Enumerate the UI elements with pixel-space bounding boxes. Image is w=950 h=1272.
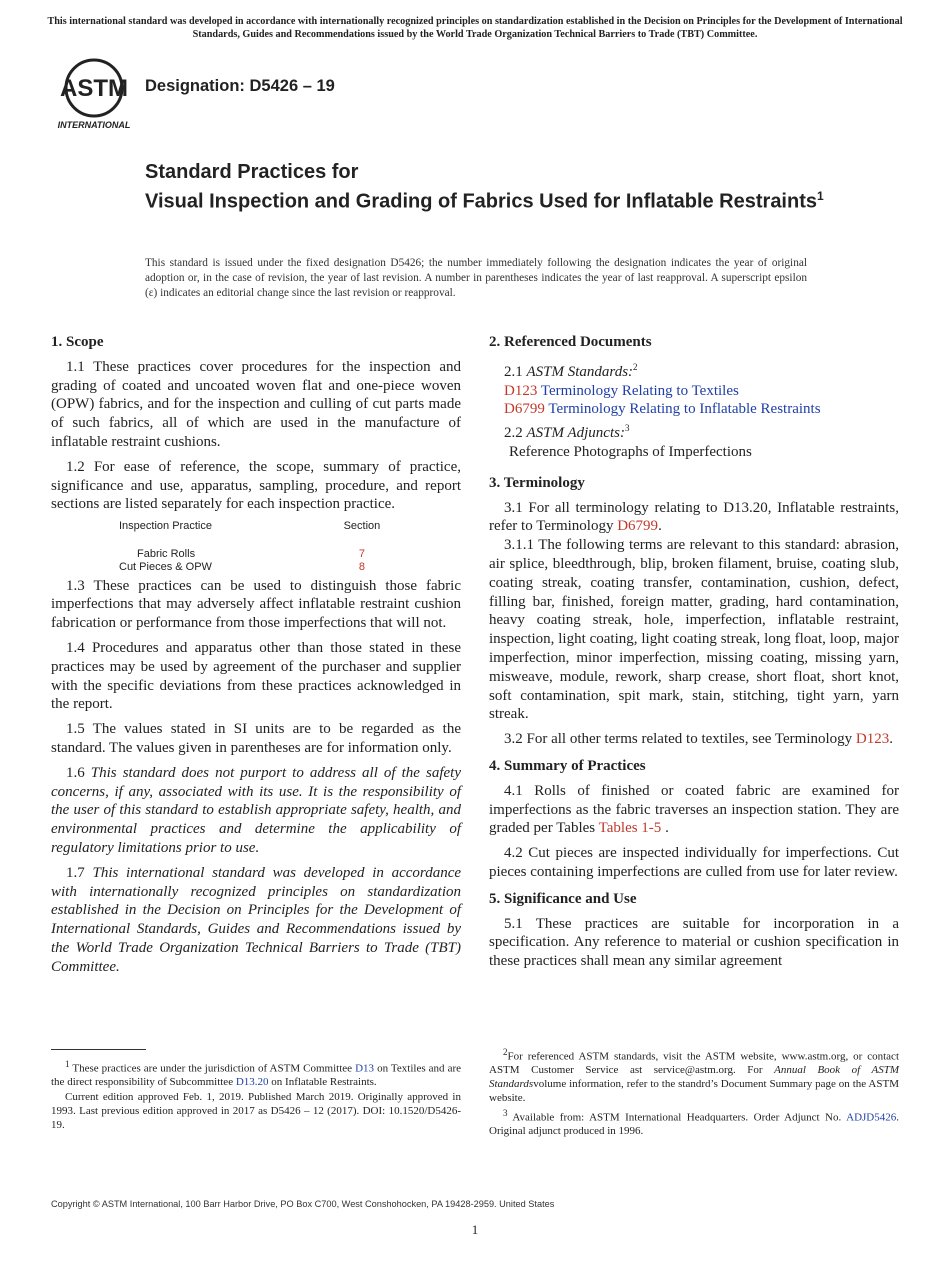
paragraph-5-1: 5.1 These practices are suitable for incorporation in a specification. Any reference to material or cushion specification in these practices shall mean any similar agreement [489,915,899,970]
page-number: 1 [471,1222,479,1237]
terminology-link[interactable]: D6799 [617,518,659,535]
paragraph-1-4: 1.4 Procedures and apparatus other than those stated in these practices may be used by agreement of the purchaser and supplier with the specific deviations from these practices acknowledged in the report. [51,640,461,713]
table-row [119,561,422,575]
astm-logo-icon [54,56,134,132]
right-column [489,333,899,977]
table-cell: Fabric Rolls [137,547,196,560]
summary-heading: 4. Summary of Practices [489,757,646,774]
intro-paragraph: This standard is issued under the fixed designation D5426; the number immediately following the designation indicates the year of original adoption or, in the case of revision, the year of last revision. A number in parentheses indicates the year of last reapproval. A superscript epsilon (ε) indicates an editorial change since the last revision or reapproval. [145,257,807,299]
paragraph-3-1-1: 3.1.1 The following terms are relevant to this standard: abrasion, air splice, bleedthrough, blip, broken filament, bruise, coating slub, coating streak, coating transfer, contamination, cushion, defect, filling bar, finished, foreign matter, grading, hard contamination, heavy coating streak, hole, imperfection, inflatable restraint, inspection, light coating, light coating streak, long float, loop, major imperfection, minor imperfection, missing coating, missing yarn, misweave, module, rework, sharp crease, short float, short knot, soft contamination, spit mark, stain, stitching, tight yarn, yarn streak. [489,537,899,723]
paragraph-1-3: 1.3 These practices can be used to distinguish those fabric imperfections that may adversely affect inflatable restraint cushion fabrication or performance from those imperfections that will not. [51,577,461,632]
footnote-3: $^3$ Available from: ASTM International Headquarters. Order Adjunct No. ADJD5426. Original adjunct produced in 1996. [489,1107,899,1138]
paragraph-1-1: 1.1 These practices cover procedures for the inspection and grading of coated and uncoated woven flat and one-piece woven (OPW) fabrics, and for the inspection and culling of cut parts made of such fabrics, all of which are used in the manufacture of inflatable restraint cushions. [51,358,461,450]
paragraph-2-2: 2.2 ASTM Adjuncts:$^3$ [504,423,630,442]
table-cell: Cut Pieces & OPW [119,561,212,574]
adjunct-link[interactable]: ADJD5426 [846,1111,897,1124]
reference-d123[interactable]: D123 Terminology Relating to Textiles [504,382,739,399]
paragraph-1-7: 1.7 This international standard was developed in accordance with internationally recognized principles on standardization established in the Decision on Principles for the Development of International Standards, Guides and Recommendations issued by the World Trade Organization Technical Barriers to Trade (TBT) Committee. [51,864,462,975]
page-title [145,160,905,214]
reference-d6799[interactable]: D6799 Terminology Relating to Inflatable Restraints [504,401,821,418]
astm-logo [54,56,134,132]
title-line-2: Visual Inspection and Grading of Fabrics Used for Inflatable Restraints$^1$ [145,189,824,213]
terminology-heading: 3. Terminology [489,474,585,491]
paragraph-2-1: 2.1 ASTM Standards:$^2$ [504,361,638,380]
section-link[interactable]: 8 [358,561,365,574]
copyright: Copyright © ASTM International, 100 Barr Harbor Drive, PO Box C700, West Conshohocken, PA 19428-2959. United States [51,1199,555,1209]
table-header-practice: Inspection Practice [119,520,212,533]
footnote-1-edition: Current edition approved Feb. 1, 2019. Published March 2019. Originally approved in 1993. Last previous edition approved in 2017 as D5426 – 12 (2017). DOI: 10.1520/D5426-19. [51,1091,461,1131]
significance-heading: 5. Significance and Use [489,890,637,907]
logo-subtext: INTERNATIONAL [57,120,131,130]
title-line-1: Standard Practices for [145,161,359,183]
tables-link[interactable]: Tables 1-5 [598,820,662,837]
paragraph-4-2: 4.2 Cut pieces are inspected individually for imperfections. Cut pieces containing imperfections are culled from use for later review. [489,845,899,880]
referenced-documents-heading: 2. Referenced Documents [489,334,652,350]
paragraph-4-1: 4.1 Rolls of finished or coated fabric are examined for imperfections as the fabric traverses an inspection station. They are graded per Tables Tables 1-5 . [489,782,899,837]
inspection-practice-table [119,520,422,575]
paragraph-1-2: 1.2 For ease of reference, the scope, summary of practice, significance and use, apparatus, sampling, procedure, and report sections are listed separately for each inspection practice. [51,458,461,513]
footnotes-left [51,1049,461,1134]
footnote-1: $^1$ These practices are under the jurisdiction of ASTM Committee D13 on Textiles and are the direct responsibility of Subcommittee D13.20 on Inflatable Restraints. [51,1059,461,1089]
top-note: This international standard was developed in accordance with internationally recognized principles on standardization established in the Decision on Principles for the Development of International Standards, Guides and Recommendations issued by the World Trade Organization Technical Barriers to Trade (TBT) Committee. [47,16,903,40]
table-header-row [119,520,422,548]
paragraph-3-2: 3.2 For all other terms related to textiles, see Terminology D123. [504,731,894,748]
footnotes-right [489,1046,899,1140]
paragraph-1-5: 1.5 The values stated in SI units are to be regarded as the standard. The values given in parentheses are for information only. [51,721,461,757]
section-link[interactable]: 7 [358,547,365,560]
left-column [51,333,461,983]
table-header-section: Section [343,520,381,533]
paragraph-3-1: 3.1 For all terminology relating to D13.20, Inflatable restraints, refer to Terminology D6799. [489,499,899,535]
logo-text: ASTM [60,75,128,102]
title-footnote-marker: 1 [817,189,824,203]
scope-heading: 1. Scope [51,334,104,350]
footnote-divider [51,1049,146,1050]
terminology-link[interactable]: D123 [855,731,890,748]
table-row [119,548,422,562]
adjunct-item: Reference Photographs of Imperfections [509,443,752,460]
paragraph-1-6: 1.6 This standard does not purport to address all of the safety concerns, if any, associated with its use. It is the responsibility of the user of this standard to establish appropriate safety, health, and environmental practices and determine the applicability of regulatory limitations prior to use. [51,764,461,857]
footnote-link[interactable]: D13.20 [235,1076,269,1089]
designation: Designation: D5426 – 19 [145,77,335,95]
footnote-link[interactable]: D13 [355,1062,375,1075]
footnote-2: $^2$For referenced ASTM standards, visit the ASTM website, www.astm.org, or contact ASTM Customer Service ast service@astm.org. For Annual Book of ASTM Standardsvolume information, refer to the standrd’s Document Summary page on the ASTM website. [489,1047,899,1105]
